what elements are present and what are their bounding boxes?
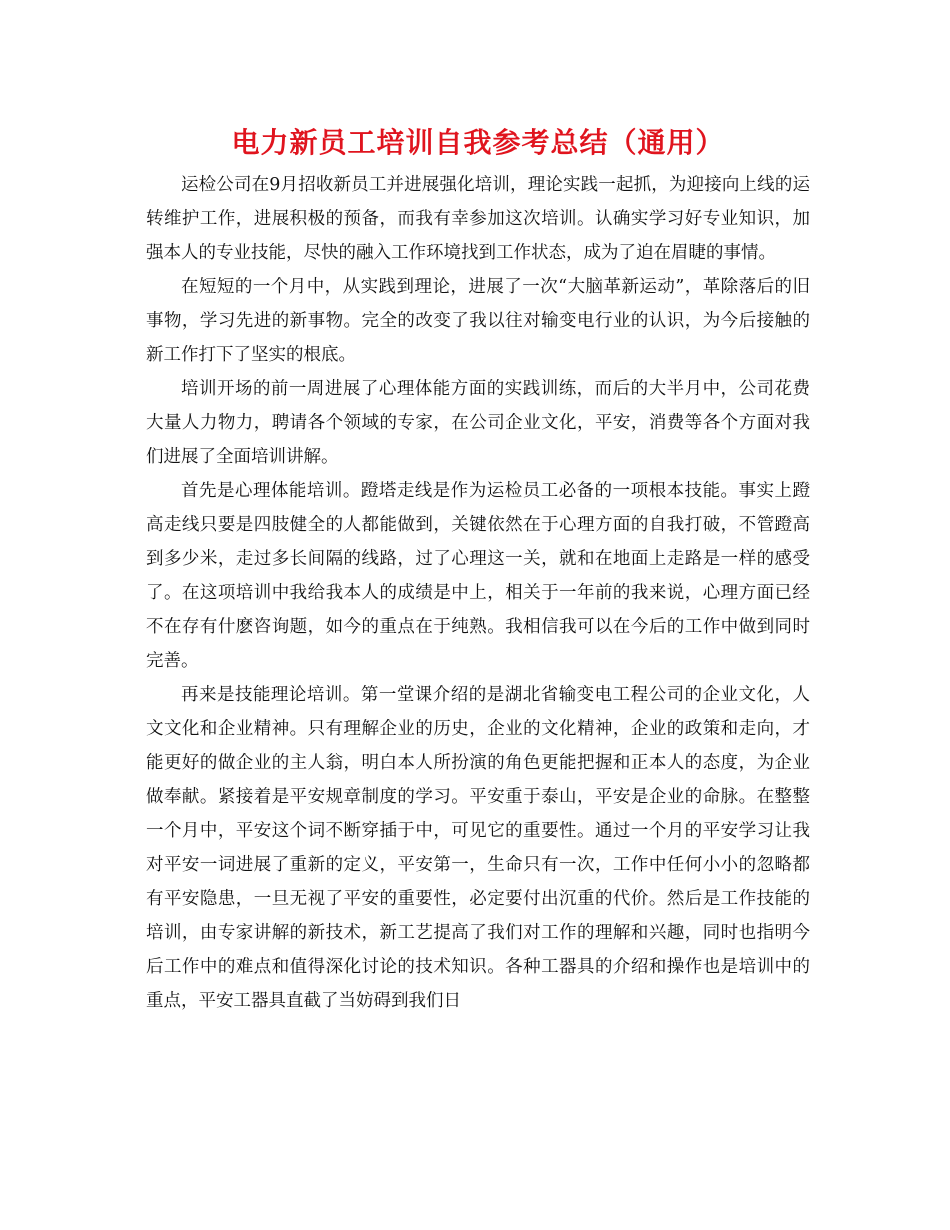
paragraph: 培训开场的前一周进展了心理体能方面的实践训练，而后的大半月中，公司花费大量人力物力，聘请各个领域的专家，在公司企业文化，平安，消费等各个方面对我们进展了全面培训讲解。 [146, 379, 810, 467]
document-body [146, 168, 810, 1018]
document-title: 电力新员工培训自我参考总结（通用） [231, 126, 725, 159]
paragraph: 运检公司在9月招收新员工并进展强化培训，理论实践一起抓，为迎接向上线的运转维护工作，进展积极的预备，而我有幸参加这次培训。认确实学习好专业知识，加强本人的专业技能，尽快的融入工作环境找到工作状态，成为了迫在眉睫的事情。 [146, 175, 810, 263]
paragraph: 在短短的一个月中，从实践到理论，进展了一次“大脑革新运动”，革除落后的旧事物，学习先进的新事物。完全的改变了我以往对输变电行业的认识，为今后接触的新工作打下了坚实的根底。 [146, 277, 810, 365]
document-page [146, 118, 810, 1018]
paragraph: 首先是心理体能培训。蹬塔走线是作为运检员工必备的一项根本技能。事实上蹬高走线只要是四肢健全的人都能做到，关键依然在于心理方面的自我打破，不管蹬高到多少米，走过多长间隔的线路，过了心理这一关，就和在地面上走路是一样的感受了。在这项培训中我给我本人的成绩是中上，相关于一年前的我来说，心理方面已经不在存有什麽咨询题，如今的重点在于纯熟。我相信我可以在今后的工作中做到同时完善。 [146, 481, 810, 671]
paragraph: 再来是技能理论培训。第一堂课介绍的是湖北省输变电工程公司的企业文化，人文文化和企业精神。只有理解企业的历史，企业的文化精神，企业的政策和走向，才能更好的做企业的主人翁，明白本人所扮演的角色更能把握和正本人的态度，为企业做奉献。紧接着是平安规章制度的学习。平安重于泰山，平安是企业的命脉。在整整一个月中，平安这个词不断穿插于中，可见它的重要性。通过一个月的平安学习让我对平安一词进展了重新的定义，平安第一，生命只有一次，工作中任何小小的忽略都有平安隐患，一旦无视了平安的重要性，必定要付出沉重的代价。然后是工作技能的培训，由专家讲解的新技术，新工艺提高了我们对工作的理解和兴趣，同时也指明今后工作中的难点和值得深化讨论的技术知识。各种工器具的介绍和操作也是培训中的重点，平安工器具直截了当妨碍到我们日 [146, 685, 810, 1011]
